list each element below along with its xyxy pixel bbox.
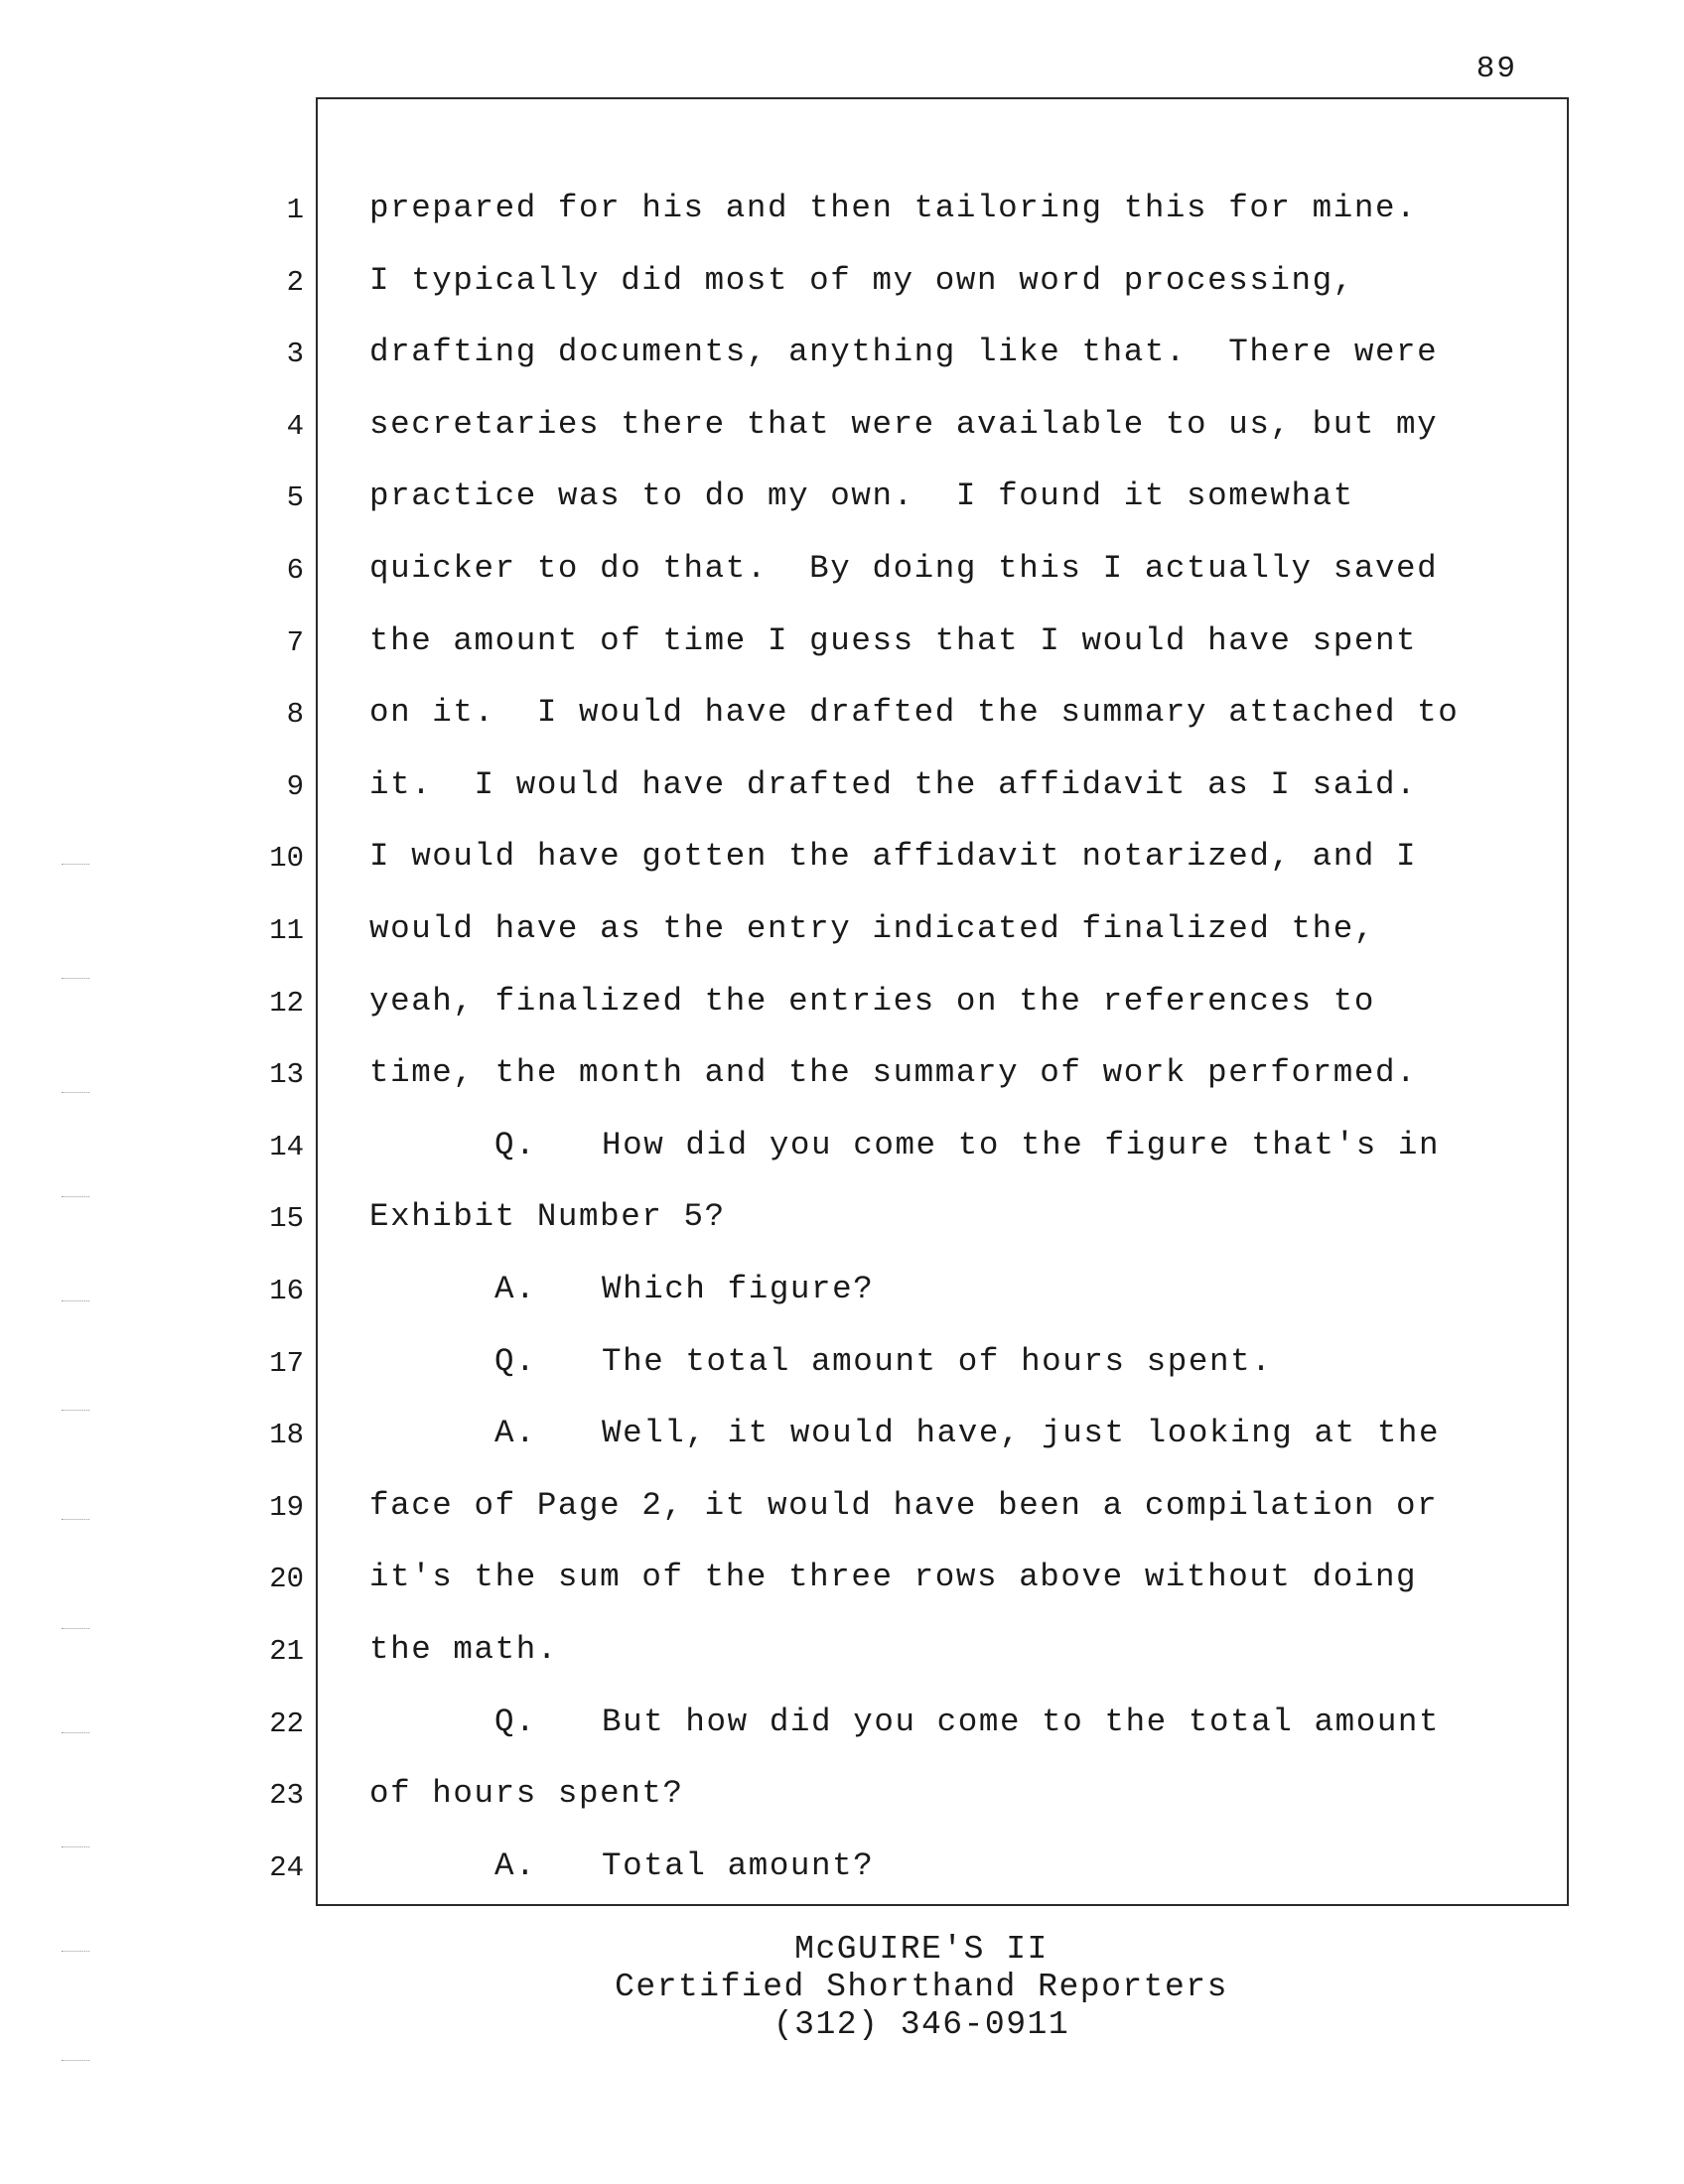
line-content: prepared for his and then tailoring this for mine. (369, 190, 1418, 226)
transcript-line (369, 1775, 684, 1812)
line-number: 14 (269, 1131, 304, 1163)
transcript-line (494, 1271, 874, 1307)
margin-tick (62, 978, 89, 979)
transcript-line (369, 1054, 1417, 1091)
margin-tick (62, 1846, 89, 1847)
line-content: of hours spent? (369, 1775, 684, 1812)
transcript-line (369, 910, 1375, 947)
transcript-line (369, 1198, 726, 1235)
line-number: 18 (269, 1419, 304, 1451)
line-number: 23 (269, 1779, 304, 1812)
line-number: 1 (286, 194, 304, 226)
transcript-line (369, 694, 1459, 731)
reporter-footer (0, 1931, 1684, 2044)
line-content: yeah, finalized the entries on the references to (369, 983, 1375, 1020)
margin-tick (62, 1519, 89, 1520)
line-content: would have as the entry indicated finalized the, (369, 910, 1375, 947)
margin-tick (62, 1092, 89, 1093)
line-number: 9 (286, 770, 304, 803)
margin-tick (62, 1196, 89, 1197)
line-content: on it. I would have drafted the summary attached to (369, 694, 1460, 731)
footer-phone: (312) 346-0911 (772, 2006, 1070, 2043)
line-number: 2 (286, 266, 304, 299)
speaker-label: Q. (494, 1127, 537, 1163)
transcript-line (369, 983, 1375, 1020)
transcript-line (369, 766, 1417, 803)
line-content: face of Page 2, it would have been a compilation or (369, 1487, 1439, 1524)
line-number: 8 (286, 698, 304, 731)
transcript-line (369, 334, 1438, 370)
speaker-label: A. (494, 1415, 537, 1451)
transcript-line (369, 1631, 558, 1668)
line-content: time, the month and the summary of work performed. (369, 1054, 1418, 1091)
line-content: Which figure? (602, 1271, 875, 1307)
transcript-line (369, 550, 1438, 587)
footer-subtitle: Certified Shorthand Reporters (615, 1969, 1228, 2005)
speaker-label: A. (494, 1271, 537, 1307)
line-number: 3 (286, 338, 304, 370)
margin-tick (62, 1300, 89, 1301)
speaker-label: A. (494, 1847, 537, 1884)
transcript-line (494, 1704, 1440, 1740)
line-content: drafting documents, anything like that. There were (369, 334, 1439, 370)
margin-tick (62, 1410, 89, 1411)
line-number: 15 (269, 1202, 304, 1235)
transcript-line (494, 1127, 1440, 1163)
line-number: 21 (269, 1635, 304, 1668)
speaker-label: Q. (494, 1704, 537, 1740)
line-content: the math. (369, 1631, 558, 1668)
line-content: I typically did most of my own word processing, (369, 262, 1354, 299)
line-content: quicker to do that. By doing this I actually saved (369, 550, 1439, 587)
footer-company: McGUIRE'S II (794, 1931, 1049, 1968)
page-number: 89 (1475, 52, 1517, 86)
line-content: Exhibit Number 5? (369, 1198, 726, 1235)
line-number: 19 (269, 1491, 304, 1524)
speaker-label: Q. (494, 1343, 537, 1380)
margin-tick (62, 1732, 89, 1733)
line-number: 5 (286, 481, 304, 514)
line-number: 17 (269, 1347, 304, 1380)
line-content: How did you come to the figure that's in (602, 1127, 1441, 1163)
line-content: But how did you come to the total amount (602, 1704, 1441, 1740)
line-number: 20 (269, 1563, 304, 1595)
line-content: The total amount of hours spent. (602, 1343, 1273, 1380)
transcript-line (369, 622, 1417, 659)
margin-tick (62, 2060, 89, 2061)
line-content: the amount of time I guess that I would have spent (369, 622, 1418, 659)
line-content: it's the sum of the three rows above without doing (369, 1559, 1418, 1595)
line-content: I would have gotten the affidavit notarized, and I (369, 838, 1418, 875)
line-number: 7 (286, 626, 304, 659)
line-content: practice was to do my own. I found it somewhat (369, 478, 1354, 514)
line-number: 13 (269, 1058, 304, 1091)
transcript-line (369, 1559, 1417, 1595)
line-content: secretaries there that were available to us, but my (369, 406, 1439, 443)
transcript-line (494, 1415, 1440, 1451)
transcript-line (494, 1343, 1272, 1380)
line-content: Well, it would have, just looking at the (602, 1415, 1441, 1451)
line-number: 11 (269, 914, 304, 947)
line-number: 16 (269, 1275, 304, 1307)
margin-tick (62, 1628, 89, 1629)
line-number: 24 (269, 1851, 304, 1884)
transcript-line (369, 478, 1354, 514)
line-content: it. I would have drafted the affidavit as I said. (369, 766, 1418, 803)
transcript-line (369, 838, 1417, 875)
transcript-line (369, 190, 1417, 226)
transcript-line (494, 1847, 874, 1884)
transcript-line (369, 262, 1354, 299)
line-number: 4 (286, 410, 304, 443)
line-number: 22 (269, 1707, 304, 1740)
line-content: Total amount? (602, 1847, 875, 1884)
line-number: 6 (286, 554, 304, 587)
line-number: 10 (269, 842, 304, 875)
margin-tick (62, 1951, 89, 1952)
transcript-line (369, 1487, 1438, 1524)
transcript-line (369, 406, 1438, 443)
line-number: 12 (269, 987, 304, 1020)
margin-tick (62, 864, 89, 865)
